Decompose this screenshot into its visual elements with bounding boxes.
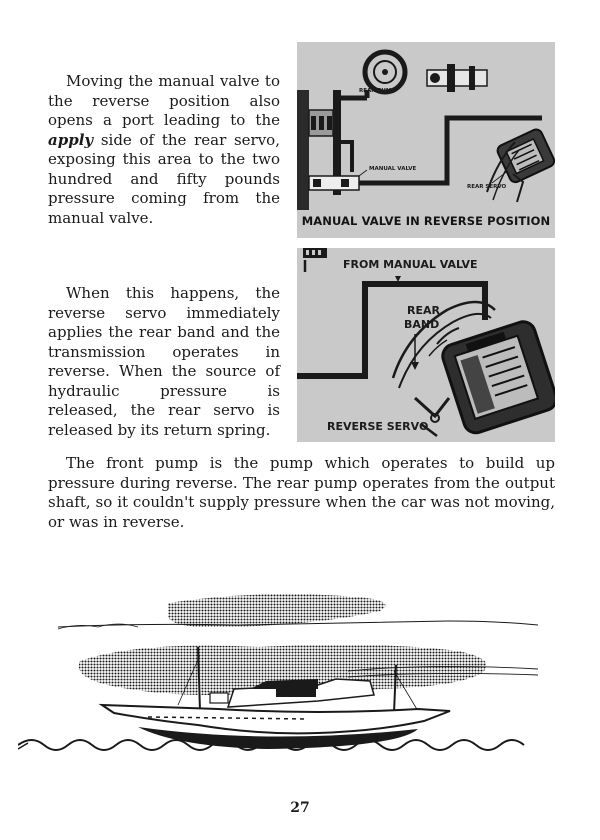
reverse-servo-diagram [297,248,555,442]
boat-illustration [18,585,538,775]
paragraph-front-pump [48,454,555,532]
p1-text-end: side of the rear servo, exposing this area to the two hundred and fifty pounds pressure coming from the manual valve. [48,130,280,227]
cloud-upper [168,594,386,627]
p2-text: When this happens, the reverse servo immediately applies the rear band and the transmission operates in reverse. When the source of hydraulic pressure is released, the rear servo is released by its return spring. [48,284,280,439]
band-label: BAND [404,318,440,331]
manual-valve-label: MANUAL VALVE [369,166,417,172]
p1-emphasis: apply [48,130,94,149]
p3-text: The front pump is the pump which operates to build up pressure during reverse. The rear pump operates from the output shaft, so it couldn't supply pressure when the car was not moving, or was in reverse. [48,454,555,531]
rear-pump-label: REAR PUMP [359,88,396,94]
from-manual-valve-label: FROM MANUAL VALVE [343,258,478,271]
page-number: 27 [290,800,310,816]
rear-label: REAR [407,304,440,317]
paragraph-reverse-servo [48,284,280,440]
figure-reverse-servo [297,248,555,442]
paragraph-manual-valve [48,72,280,228]
reverse-servo-label: REVERSE SERVO [327,420,429,433]
rear-servo-label: REAR SERVO [467,184,507,190]
p1-text-start: Moving the manual valve to the reverse position also opens a port leading to the [48,72,280,129]
manual-valve-diagram [297,42,555,238]
figure1-caption: MANUAL VALVE IN REVERSE POSITION [301,214,551,228]
figure-manual-valve-reverse [297,42,555,238]
